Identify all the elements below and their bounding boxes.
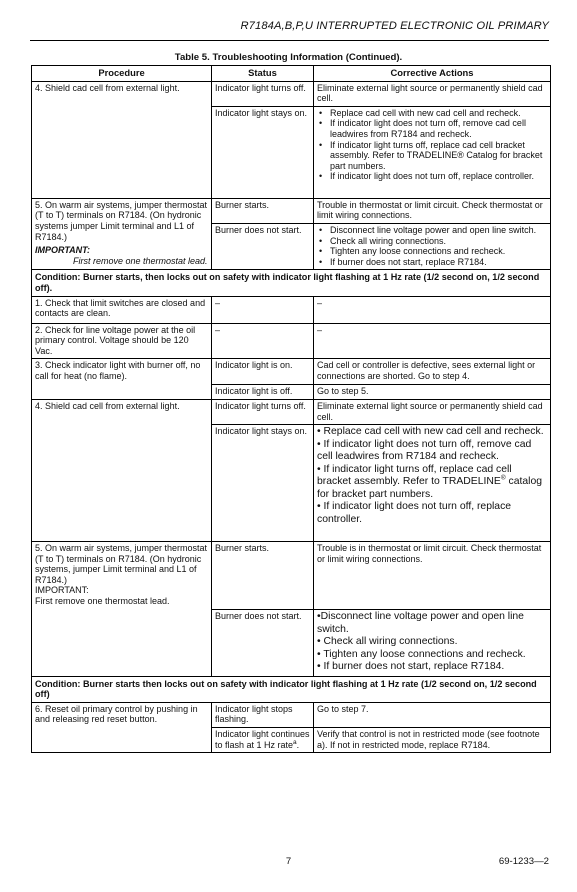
important-label: IMPORTANT: [35,585,89,596]
action-cell: Eliminate external light source or permanently shield cad cell. [314,81,551,106]
action-cell: Trouble in thermostat or limit circuit. Check thermostat or limit wiring connections. [314,198,551,223]
procedure-cell: 4. Shield cad cell from external light. [32,399,212,541]
status-cell: Indicator light turns off. [212,81,314,106]
table-row [32,702,551,727]
registered-mark: ® [500,474,506,482]
list-item: • If indicator light does not turn off, replace controller. [317,171,547,182]
action-line: • Tighten any loose connections and recheck. [317,648,526,660]
status-cell: Indicator light stops flashing. [212,702,314,727]
status-cell: Indicator light stays on. [212,106,314,198]
action-line: • Check all wiring connections. [317,636,458,648]
procedure-text: 5. On warm air systems, jumper thermostat (T to T) terminals on R7184. (On hydronic systems jumper Limit terminal and L1 of R7184.) [35,199,208,242]
procedure-cell: 1. Check that limit switches are closed and contacts are clean. [32,296,212,323]
list-item: • If indicator light does not turn off, remove cad cell leadwires from R7184 and recheck. [317,118,547,139]
table-row [32,81,551,106]
important-text: First remove one thermostat lead. [35,596,170,607]
status-cell: Indicator light stays on. [212,425,314,542]
important-text: First remove one thermostat lead. [73,255,208,266]
action-cell: – [314,323,551,359]
procedure-cell: 6. Reset oil primary control by pushing in and releasing red reset button. [32,702,212,752]
action-line: • If indicator light does not turn off, replace controller. [317,501,512,525]
action-cell: Trouble is in thermostat or limit circuit. Check thermostat or limit wiring connections. [314,542,551,610]
page-header [30,20,549,41]
list-item: • If indicator light turns off, replace cad cell bracket assembly. Refer to TRADELINE® Catalog for bracket part numbers. [317,140,547,172]
status-cell: Indicator light is off. [212,385,314,400]
status-cell: Indicator light turns off. [212,399,314,424]
table-row [32,399,551,424]
list-item: • Check all wiring connections. [317,236,547,247]
document-number: 69-1233—2 [498,856,549,867]
status-cell: – [212,323,314,359]
list-item: • If burner does not start, replace R7184. [317,257,547,268]
action-cell: Cad cell or controller is defective, sees external light or connections are shorted. Go to step 4. [314,359,551,385]
condition-row [32,270,551,296]
status-cell: Burner starts. [212,198,314,223]
action-line: • If burner does not start, replace R7184. [317,661,505,673]
action-cell: Eliminate external light source or permanently shield cad cell. [314,399,551,424]
table-header-row [32,66,551,82]
condition-text: Condition: Burner starts then locks out on safety with indicator light flashing at 1 Hz rate (1/2 second on, 1/2 second off) [32,676,551,702]
action-list [317,225,547,267]
troubleshooting-table [31,65,551,753]
condition-text: Condition: Burner starts, then locks out on safety with indicator light flashing at 1 Hz rate (1/2 second on, 1/2 second off). [32,270,551,296]
table-row [32,323,551,359]
action-line-text: • If indicator light turns off, replace cad cell bracket assembly. Refer to TRADELINE [317,463,512,488]
procedure-cell: 2. Check for line voltage power at the oil primary control. Voltage should be 120 Vac. [32,323,212,359]
procedure-cell: 3. Check indicator light with burner off, no call for heat (no flame). [32,359,212,400]
action-line: • If indicator light does not turn off, remove cad cell leadwires from R7184 and recheck. [317,438,532,463]
status-text: Indicator light continues to flash at 1 Hz rate [215,728,310,750]
action-line [317,464,547,502]
status-cell: Burner does not start. [212,610,314,677]
header-title: R7184A,B,P,U INTERRUPTED ELECTRONIC OIL PRIMARY [240,20,549,32]
procedure-cell [32,198,212,270]
page-number: 7 [285,856,292,867]
action-cell: – [314,296,551,323]
table-row [32,198,551,223]
action-cell: Go to step 5. [314,385,551,400]
action-line: • Replace cad cell with new cad cell and recheck. [317,426,544,438]
table-row [32,359,551,385]
action-line: •Disconnect line voltage power and open line switch. [317,611,524,635]
status-cell: Burner does not start. [212,223,314,269]
list-item: • Tighten any loose connections and recheck. [317,246,547,257]
table-caption: Table 5. Troubleshooting Information (Continued). [174,52,403,63]
table-row [32,542,551,610]
important-label: IMPORTANT: [35,245,90,256]
action-cell [314,425,551,542]
procedure-text: 5. On warm air systems, jumper thermostat (T to T) terminals on R7184. (On hydronic systems, jumper Limit terminal and L1 of R7184.) [35,543,208,585]
action-cell [314,106,551,198]
action-cell: Verify that control is not in restricted mode (see footnote a). If not in restricted mode, replace R7184. [314,727,551,752]
action-line-text: catalog for bracket part numbers. [317,476,543,500]
column-header-status: Status [212,66,314,82]
condition-row [32,676,551,702]
table-row [32,296,551,323]
status-cell [212,727,314,752]
procedure-cell: 4. Shield cad cell from external light. [32,81,212,198]
procedure-cell [32,542,212,677]
column-header-actions: Corrective Actions [314,66,551,82]
footnote-marker: a [293,738,297,746]
status-text-end: . [296,739,300,750]
status-cell: Indicator light is on. [212,359,314,385]
column-header-procedure: Procedure [32,66,212,82]
action-cell: Go to step 7. [314,702,551,727]
action-list [317,108,547,182]
list-item: • Replace cad cell with new cad cell and recheck. [317,108,547,119]
list-item: • Disconnect line voltage power and open line switch. [317,225,547,236]
status-cell: Burner starts. [212,542,314,610]
action-cell [314,223,551,269]
action-cell [314,610,551,677]
status-cell: – [212,296,314,323]
